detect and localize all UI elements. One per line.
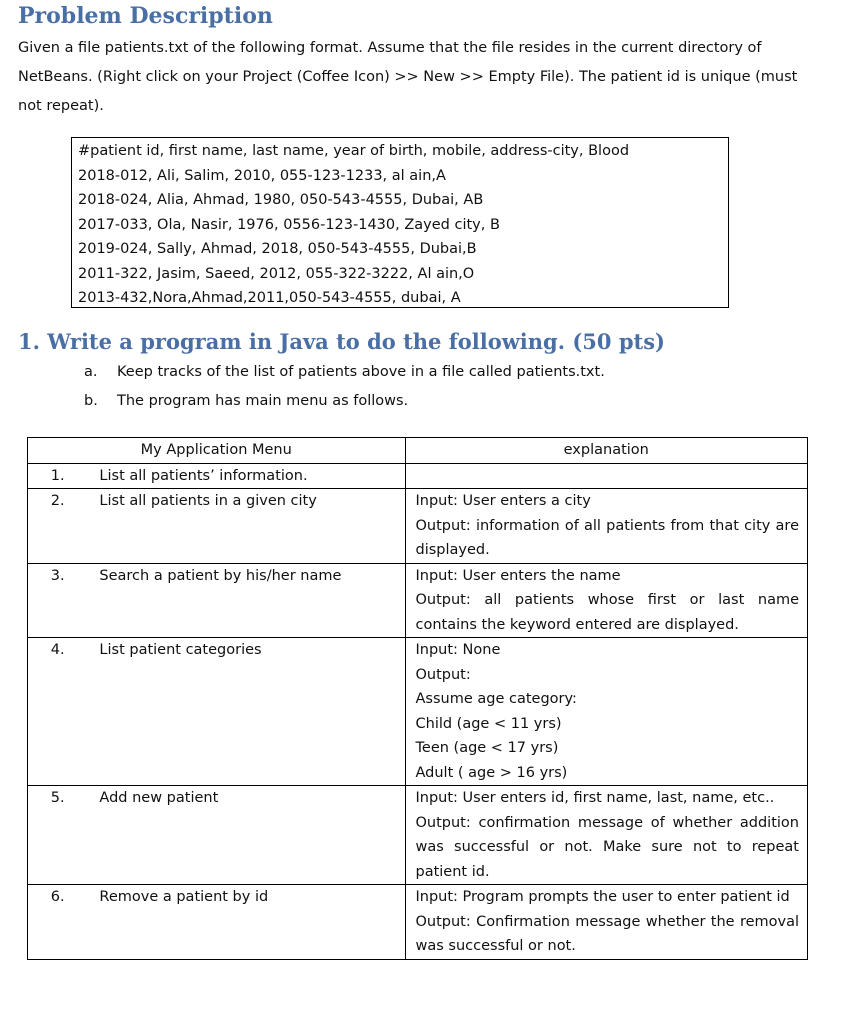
row-explanation [405,885,808,960]
table-row [28,563,808,638]
table-row [28,885,808,960]
explanation-line: Input: User enters a city [415,493,591,509]
row-item: Search a patient by his/her name [87,563,405,638]
subitem-text: Keep tracks of the list of patients above in a file called patients.txt. [117,364,605,380]
row-number: 6. [28,885,88,960]
explanation-line: Input: User enters id, first name, last, name, etc.. [415,790,775,806]
file-line: 2018-024, Alia, Ahmad, 1980, 050-543-4555, Dubai, AB [78,192,484,208]
file-line: 2018-012, Ali, Salim, 2010, 055-123-1233, al ain,A [78,167,446,184]
row-number: 5. [28,786,88,885]
table-row [28,638,808,786]
table-row [28,786,808,885]
row-item: List all patients in a given city [87,489,405,564]
row-item: List patient categories [87,638,405,786]
explanation-line: Output: Confirmation message whether the removal was successful or not. [415,913,799,954]
explanation-line: Output: [415,666,471,683]
question-heading: 1. Write a program in Java to do the following. (50 pts) [18,329,665,354]
table-row [28,489,808,564]
row-explanation [405,786,808,885]
file-format-box [71,137,729,308]
header-explanation: explanation [405,438,808,464]
row-number: 1. [28,463,88,489]
table-row [28,463,808,489]
explanation-line: Input: Program prompts the user to enter patient id [415,889,790,905]
row-item: Remove a patient by id [87,885,405,960]
row-explanation [405,563,808,638]
row-number: 4. [28,638,88,786]
subitem-letter: b. [84,393,98,409]
page-title: Problem Description [18,3,273,29]
explanation-line: Assume age category: [415,691,577,707]
row-explanation [405,638,808,786]
intro-paragraph: Given a file patients.txt of the following format. Assume that the file resides in the current directory of NetBeans. (Right click on your Project (Coffee Icon) >> New >> Empty File). The patient id is unique (must not repeat). [18,40,798,114]
row-explanation [405,463,808,489]
table-header-row [28,438,808,464]
explanation-line: Adult ( age > 16 yrs) [415,764,568,781]
row-item: Add new patient [87,786,405,885]
explanation-line: Input: None [415,642,501,658]
file-line: 2011-322, Jasim, Saeed, 2012, 055-322-3222, Al ain,O [78,265,475,282]
subitem-letter: a. [84,364,98,380]
explanation-line: Output: information of all patients from that city are displayed. [415,517,799,558]
row-item: List all patients’ information. [87,463,405,489]
explanation-line: Input: User enters the name [415,567,621,584]
subitem-a [84,364,605,380]
file-line: 2013-432,Nora,Ahmad,2011,050-543-4555, dubai, A [78,290,461,306]
explanation-line: Output: confirmation message of whether addition was successful or not. Make sure not to repeat patient id. [415,814,799,880]
file-line: 2019-024, Sally, Ahmad, 2018, 050-543-4555, Dubai,B [78,241,477,257]
subitem-b [84,393,408,409]
explanation-line: Teen (age < 17 yrs) [415,740,559,756]
header-menu: My Application Menu [28,438,406,464]
row-number: 3. [28,563,88,638]
subitem-text: The program has main menu as follows. [117,393,409,409]
file-line: #patient id, first name, last name, year of birth, mobile, address-city, Blood [78,143,630,159]
explanation-line: Child (age < 11 yrs) [415,715,562,732]
file-line: 2017-033, Ola, Nasir, 1976, 0556-123-1430, Zayed city, B [78,216,500,233]
explanation-line: Output: all patients whose first or last name contains the keyword entered are displayed. [415,592,799,633]
menu-table [27,437,808,960]
row-number: 2. [28,489,88,564]
row-explanation [405,489,808,564]
